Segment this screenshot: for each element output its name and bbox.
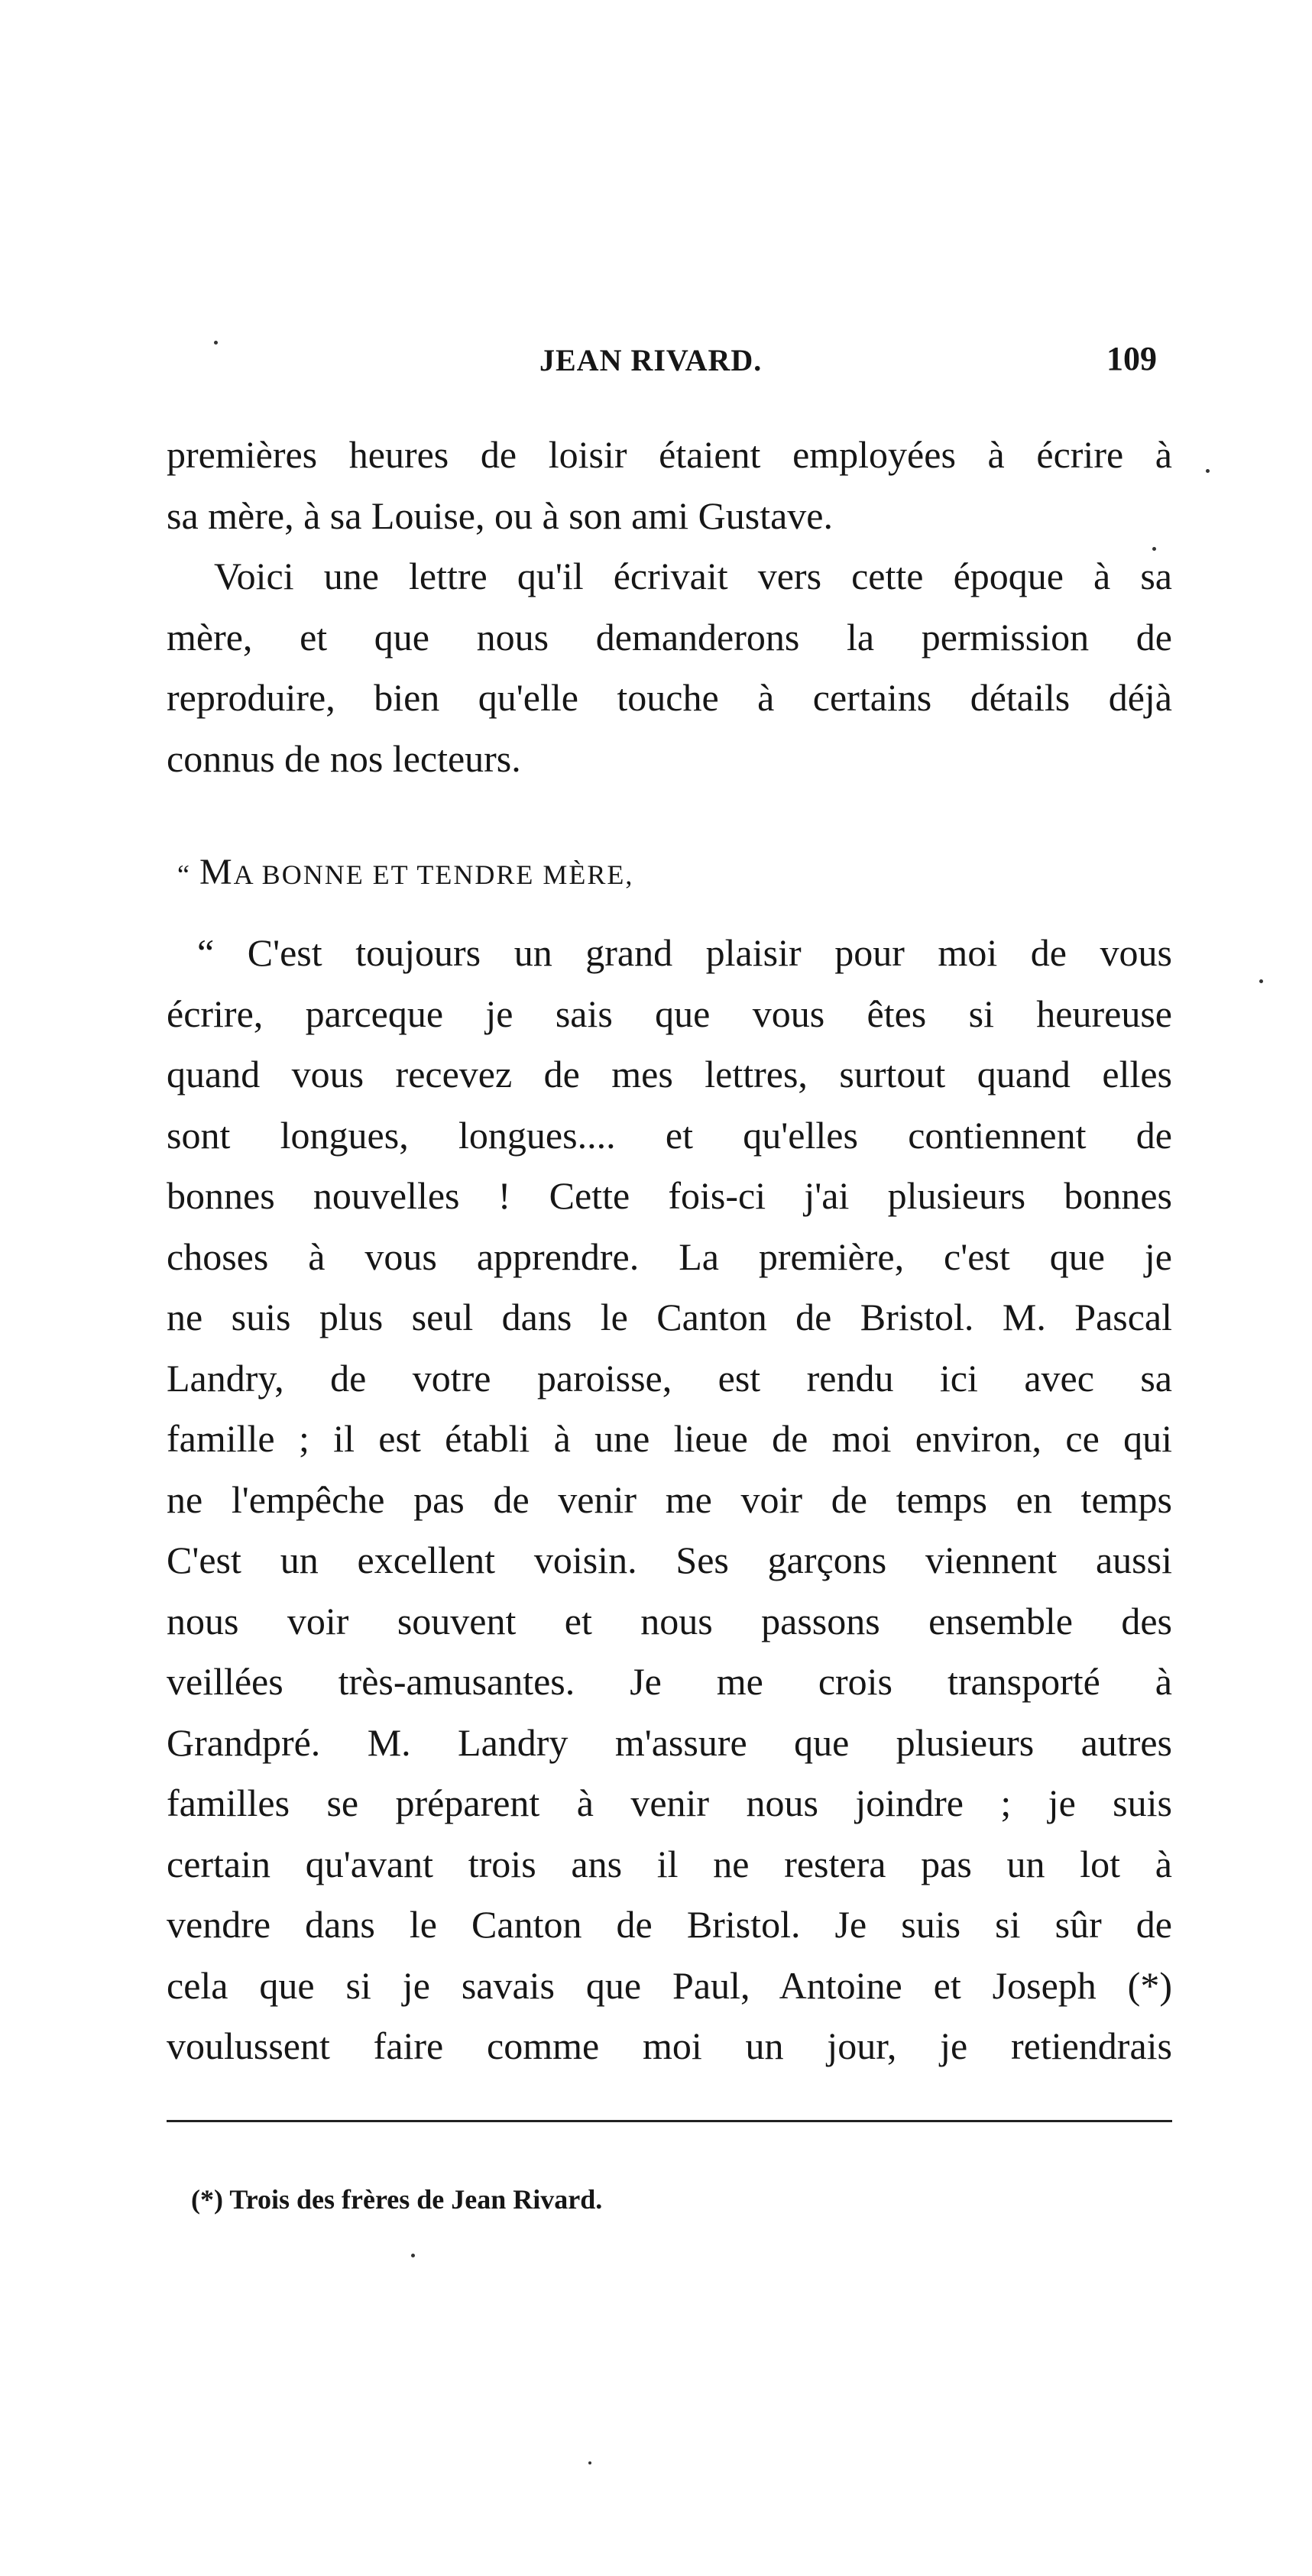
text-line: écrire, parceque je sais que vous êtes si heureuse	[167, 992, 1172, 1035]
text-line: famille ; il est établi à une lieue de moi environ, ce qui	[167, 1417, 1172, 1460]
text-line: Voici une lettre qu'il écrivait vers cette époque à sa	[214, 555, 1172, 597]
ink-speck	[1259, 979, 1263, 983]
text-line: nous voir souvent et nous passons ensemble des	[167, 1599, 1172, 1642]
text-line: familles se préparent à venir nous joindre ; je suis	[167, 1782, 1172, 1824]
text-line: quand vous recevez de mes lettres, surtout quand elles	[167, 1053, 1172, 1095]
ink-speck	[588, 2461, 591, 2464]
text-line: Landry, de votre paroisse, est rendu ici avec sa	[167, 1356, 1172, 1400]
ink-speck	[1152, 547, 1156, 551]
text-line: ne suis plus seul dans le Canton de Bristol. M. Pascal	[167, 1296, 1172, 1338]
text-line: connus de nos lecteurs.	[167, 736, 521, 780]
salutation-rest: A BONNE ET TENDRE MÈRE,	[233, 859, 634, 890]
footnote: (*) Trois des frères de Jean Rivard.	[191, 2184, 603, 2215]
letter-salutation	[177, 851, 633, 893]
text-line: vendre dans le Canton de Bristol. Je suis si sûr de	[167, 1903, 1172, 1946]
salutation-initial: M	[199, 852, 234, 892]
paragraph-introduction	[167, 546, 1172, 789]
footnote-rule	[167, 2120, 1172, 2122]
text-line: premières heures de loisir étaient employées à écrire à	[167, 433, 1172, 476]
letter-body	[167, 923, 1172, 2077]
text-line: reproduire, bien qu'elle touche à certains détails déjà	[167, 676, 1172, 719]
ink-speck	[411, 2254, 415, 2257]
text-line: voulussent faire comme moi un jour, je retiendrais	[167, 2024, 1172, 2067]
text-line: sont longues, longues.... et qu'elles contiennent de	[167, 1113, 1172, 1157]
ink-speck	[214, 341, 218, 345]
text-line: Grandpré. M. Landry m'assure que plusieurs autres	[167, 1720, 1172, 1764]
salutation-quote: “	[177, 859, 199, 890]
ink-speck	[1206, 469, 1210, 473]
text-line: mère, et que nous demanderons la permission de	[167, 615, 1172, 659]
running-title: JEAN RIVARD.	[539, 343, 763, 377]
paragraph-continuation	[167, 425, 1172, 546]
text-line: cela que si je savais que Paul, Antoine et Joseph (*)	[167, 1963, 1172, 2007]
text-line: bonnes nouvelles ! Cette fois-ci j'ai plusieurs bonnes	[167, 1174, 1172, 1217]
page-number: 109	[1106, 340, 1157, 377]
text-line: ne l'empêche pas de venir me voir de temps en temps	[167, 1477, 1172, 1521]
text-line: veillées très-amusantes. Je me crois transporté à	[167, 1660, 1172, 1703]
text-line: “ C'est toujours un grand plaisir pour moi de vous	[197, 931, 1172, 974]
text-line: choses à vous apprendre. La première, c'est que je	[167, 1235, 1172, 1278]
text-line: sa mère, à sa Louise, ou à son ami Gustave.	[167, 494, 833, 537]
text-line: C'est un excellent voisin. Ses garçons viennent aussi	[167, 1539, 1172, 1581]
text-line: certain qu'avant trois ans il ne restera pas un lot à	[167, 1842, 1172, 1885]
page-header	[0, 342, 1312, 388]
